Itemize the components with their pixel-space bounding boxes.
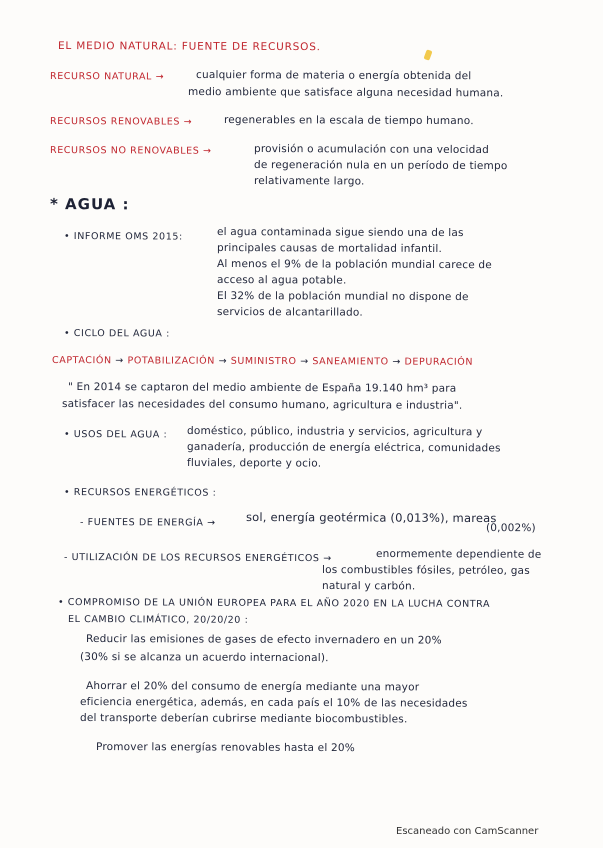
def-recursos-renovables: regenerables en la escala de tiempo humano. — [223, 114, 474, 128]
informe-line-2: principales causas de mortalidad infantil. — [216, 242, 443, 255]
term-recursos-renovables: RECURSOS RENOVABLES → — [49, 116, 193, 128]
ciclo-step-saneamiento: SANEAMIENTO — [312, 356, 389, 368]
highlighter-mark — [423, 49, 432, 60]
utilizacion-line-2: los combustibles fósiles, petróleo, gas — [321, 564, 530, 577]
informe-line-5: El 32% de la población mundial no dispone de — [216, 290, 469, 304]
compromiso-p3: Promover las energías renovables hasta el 20% — [95, 741, 355, 755]
ciclo-step-potabilizacion: POTABILIZACIÓN — [127, 355, 215, 367]
compromiso-line-2: EL CAMBIO CLIMÁTICO, 20/20/20 : — [67, 614, 249, 626]
compromiso-line-1: • COMPROMISO DE LA UNIÓN EUROPEA PARA EL AÑO 2020 EN LA LUCHA CONTRA — [57, 597, 491, 610]
def-recurso-natural-1: cualquier forma de materia o energía obtenida del — [195, 69, 472, 83]
ciclo-step-suministro: SUMINISTRO — [230, 355, 297, 368]
utilizacion-label: - UTILIZACIÓN DE LOS RECURSOS ENERGÉTICOS → — [63, 552, 332, 565]
compromiso-p2-line-1: Ahorrar el 20% del consumo de energía mediante una mayor — [85, 680, 420, 694]
fuentes-pct: (0,002%) — [485, 522, 536, 535]
section-heading-agua: * AGUA : — [49, 195, 130, 214]
def-no-renovables-2: de regeneración nula en un período de tiempo — [253, 159, 508, 173]
informe-line-6: servicios de alcantarillado. — [216, 306, 363, 319]
compromiso-p1-line-1: Reducir las emisiones de gases de efecto invernadero en un 20% — [85, 633, 442, 647]
def-no-renovables-3: relativamente largo. — [253, 175, 365, 188]
ciclo-label: • CICLO DEL AGUA : — [63, 328, 170, 340]
fuentes-label: - FUENTES DE ENERGÍA → — [79, 517, 216, 529]
quote-line-1: " En 2014 se captaron del medio ambiente de España 19.140 hm³ para — [67, 381, 457, 395]
quote-line-2: satisfacer las necesidades del consumo humano, agricultura e industria". — [61, 398, 463, 412]
ciclo-step-depuracion: DEPURACIÓN — [404, 356, 474, 368]
usos-label: • USOS DEL AGUA : — [63, 429, 168, 441]
scanner-watermark: Escaneado con CamScanner — [396, 826, 539, 837]
ciclo-step-captacion: CAPTACIÓN — [51, 355, 112, 367]
term-recursos-no-renovables: RECURSOS NO RENOVABLES → — [49, 145, 212, 157]
ciclo-sequence: CAPTACIÓN → POTABILIZACIÓN → SUMINISTRO → SANEAMIENTO → DEPURACIÓN — [51, 355, 474, 368]
informe-line-1: el agua contaminada sigue siendo una de las — [216, 226, 464, 240]
utilizacion-line-1: enormemente dependiente de — [375, 548, 542, 561]
compromiso-p2-line-2: eficiencia energética, además, en cada país el 10% de las necesidades — [79, 696, 468, 710]
usos-line-1: doméstico, público, industria y servicios, agricultura y — [186, 425, 483, 439]
informe-label: • INFORME OMS 2015: — [63, 231, 183, 243]
fuentes-text: sol, energía geotérmica (0,013%), mareas — [245, 510, 497, 526]
usos-line-2: ganadería, producción de energía eléctrica, comunidades — [186, 441, 501, 455]
compromiso-p2-line-3: del transporte deberían cubrirse mediante biocombustibles. — [79, 712, 408, 726]
usos-line-3: fluviales, deporte y ocio. — [186, 457, 322, 470]
page-title: EL MEDIO NATURAL: FUENTE DE RECURSOS. — [57, 40, 321, 54]
def-recurso-natural-2: medio ambiente que satisface alguna necesidad humana. — [187, 86, 504, 100]
energeticos-label: • RECURSOS ENERGÉTICOS : — [63, 487, 217, 499]
informe-line-4: acceso al agua potable. — [216, 274, 347, 287]
informe-line-3: Al menos el 9% de la población mundial carece de — [216, 258, 492, 272]
def-no-renovables-1: provisión o acumulación con una velocidad — [253, 143, 490, 157]
term-recurso-natural: RECURSO NATURAL → — [49, 71, 165, 83]
compromiso-p1-line-2: (30% si se alcanza un acuerdo internacional). — [79, 651, 329, 665]
utilizacion-line-3: natural y carbón. — [321, 580, 416, 593]
